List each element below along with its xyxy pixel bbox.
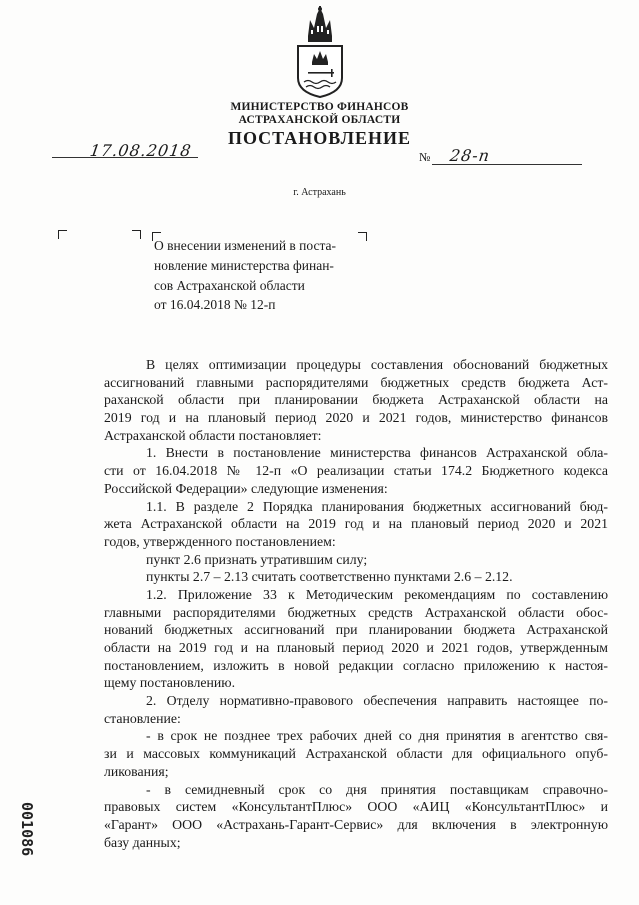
document-subject xyxy=(154,236,370,315)
org-name-line1: МИНИСТЕРСТВО ФИНАНСОВ xyxy=(230,101,409,113)
subject-line: новление министерства финан- xyxy=(154,257,334,273)
city-line: г. Астрахань xyxy=(293,187,346,198)
body-line: зи и массовых коммуникаций Астраханской области для официального опуб- xyxy=(104,746,608,762)
body-line: Астраханской области постановляет: xyxy=(104,427,322,443)
body-line: ликования; xyxy=(104,763,169,779)
number-sign: № xyxy=(419,150,431,164)
org-name-line2: АСТРАХАНСКОЙ ОБЛАСТИ xyxy=(238,114,401,126)
body-line: ассигнований главными распорядителями бюджетных средств бюджета Аст- xyxy=(104,374,608,390)
body-line: щему постановлению. xyxy=(104,675,236,691)
body-line: сти от 16.04.2018 № 12-п «О реализации статьи 174.2 Бюджетного кодекса xyxy=(104,463,608,479)
corner-bracket-left-1 xyxy=(58,230,67,239)
registration-stamp-number xyxy=(2,800,36,880)
body-line: годов, утвержденного постановлением: xyxy=(104,533,336,549)
body-line: 1.1. В разделе 2 Порядка планирования бюджетных ассигнований бюд- xyxy=(146,498,608,514)
svg-text:001086: 001086 xyxy=(18,802,36,857)
body-line: правовых систем «КонсультантПлюс» ООО «АИЦ «КонсультантПлюс» и xyxy=(104,799,608,815)
document-date: 17.08.2018 xyxy=(88,141,193,160)
body-line: 2. Отделу нормативно-правового обеспечения направить настоящее по- xyxy=(146,693,608,709)
body-line: Российской Федерации» следующие изменения: xyxy=(104,480,388,496)
body-line: постановлением, изложить в новой редакции согласно приложению к настоя- xyxy=(104,657,608,673)
body-line: жета Астраханской области на 2019 год и на плановый период 2020 и 2021 xyxy=(104,516,608,532)
body-line: 1. Внести в постановление министерства финансов Астраханской обла- xyxy=(146,445,608,461)
subject-line: от 16.04.2018 № 12-п xyxy=(154,297,276,313)
subject-line: сов Астраханской области xyxy=(154,277,305,293)
document-number: 28-п xyxy=(448,146,492,165)
subject-line: О внесении изменений в поста- xyxy=(154,238,337,253)
body-line: - в семидневный срок со дня принятия поставщикам справочно- xyxy=(146,781,608,797)
astrakhan-coat-of-arms-icon xyxy=(290,6,350,98)
body-line: 1.2. Приложение 33 к Методическим рекомендациям по составлению xyxy=(146,586,608,602)
body-line: раханской области при планировании бюджета Астраханской области на xyxy=(104,392,608,408)
body-line: пункт 2.6 признать утратившим силу; xyxy=(146,551,368,567)
body-line: нований бюджетных ассигнований при планировании бюджета Астраханской xyxy=(104,622,608,638)
body-line: 2019 год и на плановый период 2020 и 2021 годов, министерство финансов xyxy=(104,410,608,426)
number-underline xyxy=(432,164,582,165)
body-line: главными распорядителями бюджетных средств Астраханской области обос- xyxy=(104,604,608,620)
corner-bracket-right-1 xyxy=(132,230,141,239)
date-underline xyxy=(52,157,198,158)
body-line: области на 2019 год и на плановый период 2020 и 2021 годов, утвержденным xyxy=(104,640,608,655)
document-type-title: ПОСТАНОВЛЕНИЕ xyxy=(227,128,412,148)
body-line: пункты 2.7 – 2.13 считать соответственно пунктами 2.6 – 2.12. xyxy=(146,569,513,585)
body-line: базу данных; xyxy=(104,834,181,850)
body-line: «Гарант» ООО «Астрахань-Гарант-Сервис» для включения в электронную xyxy=(104,816,608,832)
body-line: - в срок не позднее трех рабочих дней со дня принятия в агентство свя- xyxy=(146,728,608,744)
body-line: становление: xyxy=(104,710,181,726)
body-line: В целях оптимизации процедуры составления обоснований бюджетных xyxy=(146,357,608,372)
document-body xyxy=(104,356,608,851)
